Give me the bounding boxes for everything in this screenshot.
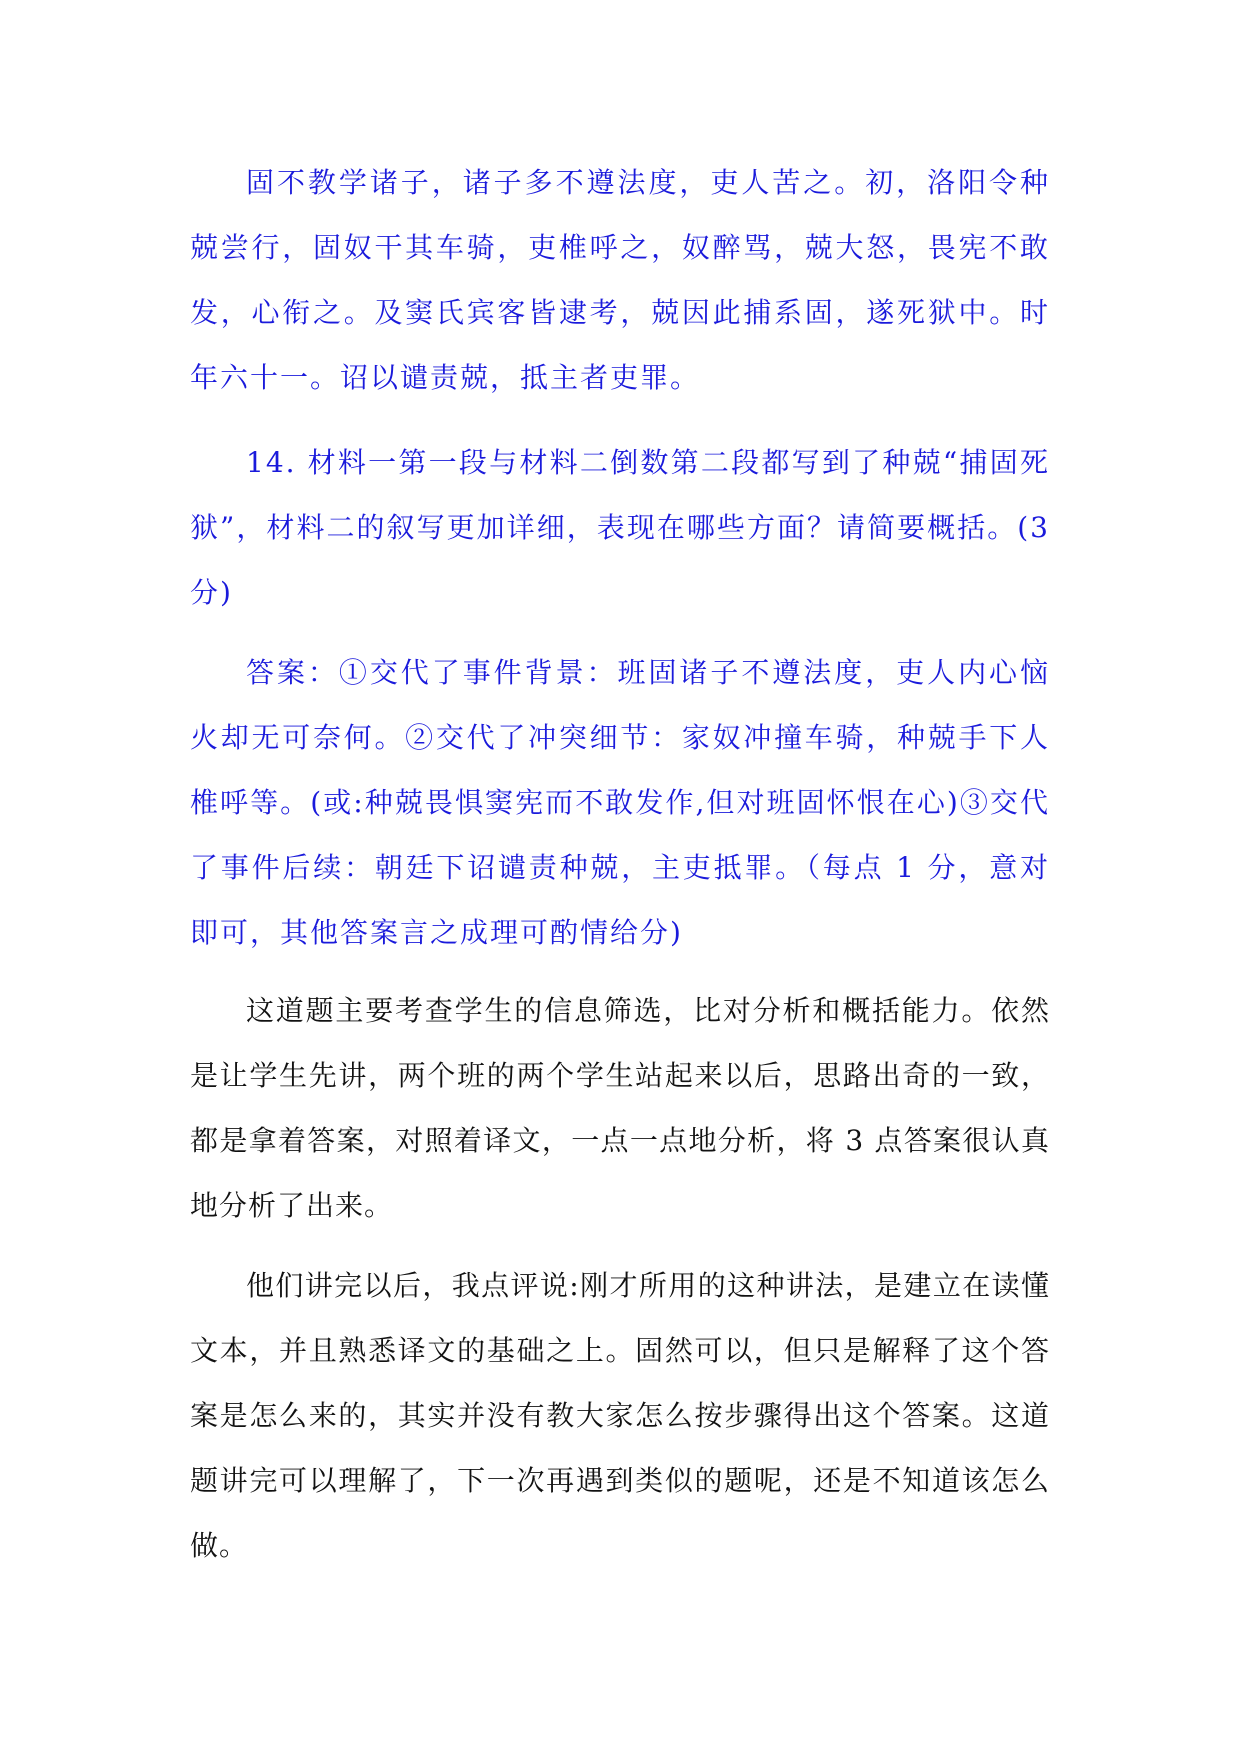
question-14-paragraph: 14. 材料一第一段与材料二倒数第二段都写到了种兢“捕固死狱”，材料二的叙写更加详细，表现在哪些方面？请简要概括。(3分) (190, 446, 1050, 609)
commentary-paragraph-1: 这道题主要考查学生的信息筛选，比对分析和概括能力。依然是让学生先讲，两个班的两个学生站起来以后，思路出奇的一致，都是拿着答案，对照着译文，一点一点地分析，将 3 点答案很认真地分析了出来。 (190, 994, 1050, 1222)
answer-14-paragraph: 答案：①交代了事件背景：班固诸子不遵法度，吏人内心恼火却无可奈何。②交代了冲突细节：家奴冲撞车骑，种兢手下人椎呼等。(或:种兢畏惧窦宪而不敢发作,但对班固怀恨在心)③交代了事件后续：朝廷下诏谴责种兢，主吏抵罪。（每点 1 分，意对即可，其他答案言之成理可酌情给分) (190, 656, 1050, 949)
source-text-paragraph: 固不教学诸子，诸子多不遵法度，吏人苦之。初，洛阳令种兢尝行，固奴干其车骑，吏椎呼之，奴醉骂，兢大怒，畏宪不敢发，心衔之。及窦氏宾客皆逮考，兢因此捕系固，遂死狱中。时年六十一。诏以谴责兢，抵主者吏罪。 (190, 166, 1050, 394)
commentary-paragraph-2: 他们讲完以后，我点评说:刚才所用的这种讲法，是建立在读懂文本，并且熟悉译文的基础之上。固然可以，但只是解释了这个答案是怎么来的，其实并没有教大家怎么按步骤得出这个答案。这道题讲完可以理解了，下一次再遇到类似的题呢，还是不知道该怎么做。 (190, 1269, 1050, 1562)
